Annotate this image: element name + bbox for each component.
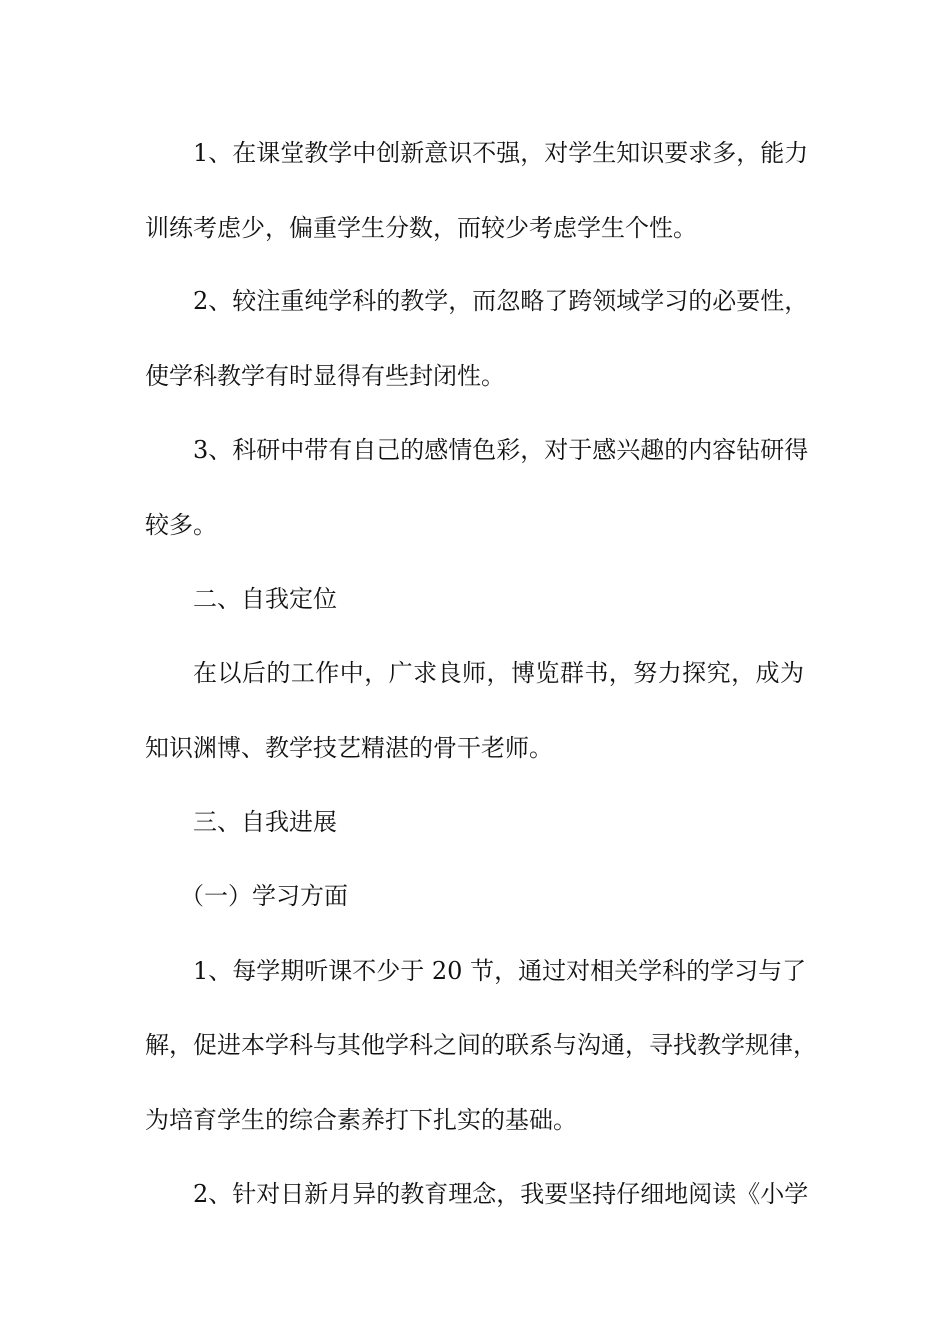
paragraph-1-line-1: 1、在课堂教学中创新意识不强，对学生知识要求多，能力	[193, 139, 809, 167]
paragraph-3-line-2: 较多。	[145, 511, 217, 539]
paragraph-3-line-1: 3、科研中带有自己的感情色彩，对于感兴趣的内容钻研得	[193, 436, 809, 464]
paragraph-5-line-1: 1、每学期听课不少于 20 节，通过对相关学科的学习与了	[193, 957, 807, 985]
paragraph-2-line-1: 2、较注重纯学科的教学，而忽略了跨领域学习的必要性，	[193, 287, 809, 315]
paragraph-4-line-2: 知识渊博、教学技艺精湛的骨干老师。	[145, 734, 553, 762]
paragraph-2-line-2: 使学科教学有时显得有些封闭性。	[145, 362, 505, 390]
paragraph-6-line-1: 2、针对日新月异的教育理念，我要坚持仔细地阅读《小学	[193, 1180, 809, 1208]
section-heading-3: 三、自我进展	[193, 808, 337, 836]
paragraph-4-line-1: 在以后的工作中，广求良师，博览群书，努力探究，成为	[193, 659, 804, 687]
subsection-heading-1: （一）学习方面	[180, 882, 348, 910]
paragraph-5-line-3: 为培育学生的综合素养打下扎实的基础。	[145, 1106, 577, 1134]
paragraph-5-line-2: 解，促进本学科与其他学科之间的联系与沟通，寻找教学规律，	[145, 1031, 817, 1059]
paragraph-1-line-2: 训练考虑少，偏重学生分数，而较少考虑学生个性。	[145, 214, 697, 242]
section-heading-2: 二、自我定位	[193, 585, 337, 613]
